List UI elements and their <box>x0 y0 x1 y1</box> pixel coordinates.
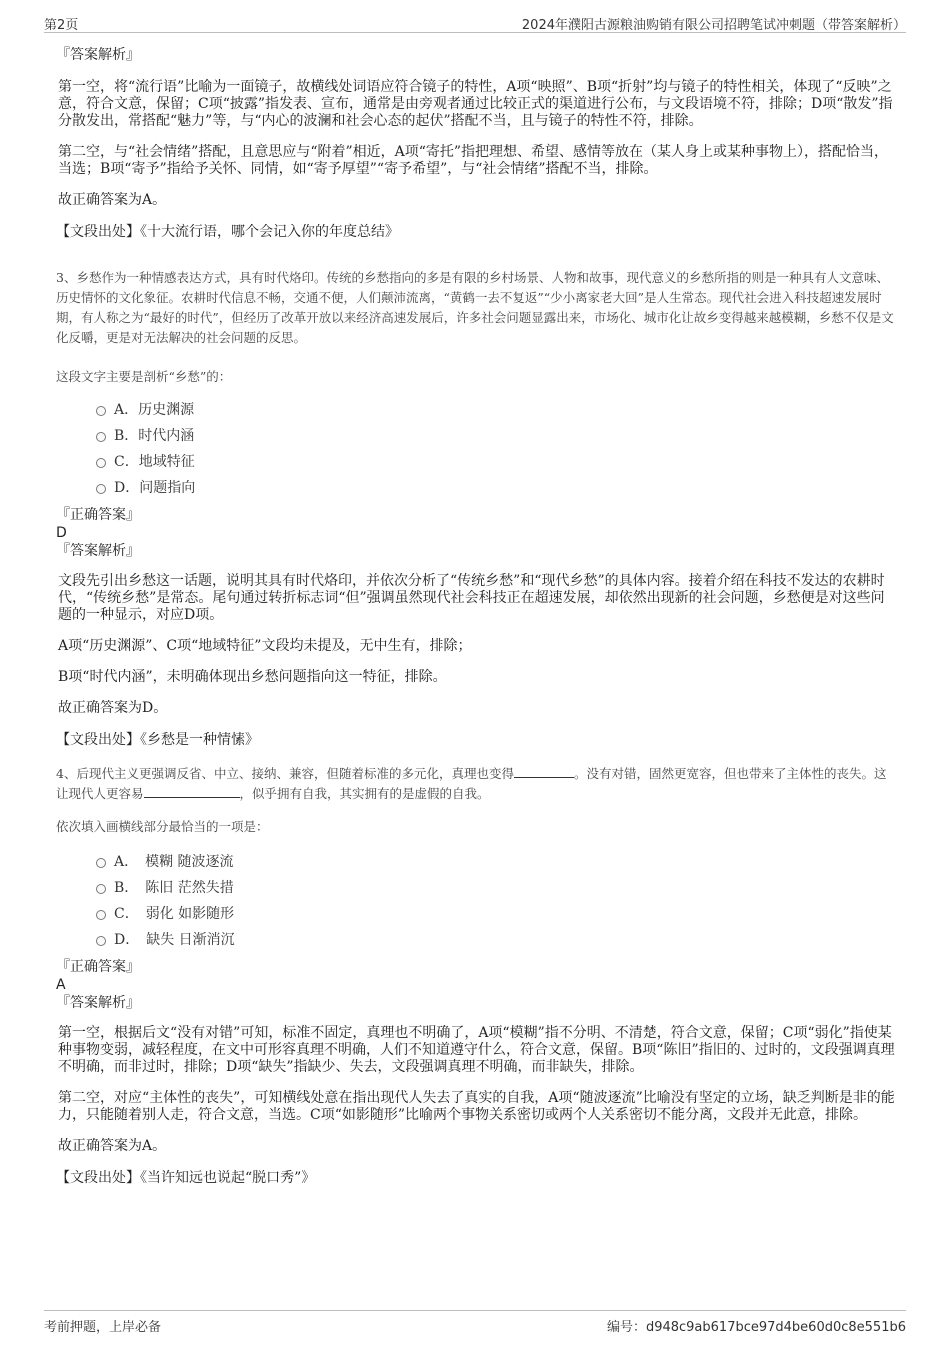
option-b[interactable] <box>96 874 896 900</box>
source-citation: 【文段出处】《十大流行语，哪个会记入你的年度总结》 <box>56 224 399 240</box>
conclusion: 故正确答案为D。 <box>58 700 168 716</box>
option-label: A．历史渊源 <box>114 402 195 418</box>
option-label: A． 模糊 随波逐流 <box>114 854 234 870</box>
option-d[interactable] <box>96 474 896 500</box>
correct-answer-label: 『正确答案』 <box>56 959 140 975</box>
option-label: D． 缺失 日渐消沉 <box>114 932 235 948</box>
radio-icon[interactable] <box>96 884 106 894</box>
analysis-paragraph: B项“时代内涵”，未明确体现出乡愁问题指向这一特征，排除。 <box>58 669 447 685</box>
question-4-part-b: 。没有对错，固然更宽容，但也带来了主体性的丧失。这让现代人更容易 <box>56 766 887 801</box>
correct-answer-label: 『正确答案』 <box>56 507 140 523</box>
page-number: 第2页 <box>44 18 79 33</box>
document-title: 2024年濮阳古源粮油购销有限公司招聘笔试冲刺题（带答案解析） <box>521 18 906 33</box>
option-label: D．问题指向 <box>114 480 196 496</box>
footer-slogan: 考前押题，上岸必备 <box>44 1320 162 1335</box>
radio-icon[interactable] <box>96 432 106 442</box>
option-c[interactable] <box>96 900 896 926</box>
fill-blank-2 <box>144 785 240 798</box>
conclusion: 故正确答案为A。 <box>58 1138 167 1154</box>
option-label: C． 弱化 如影随形 <box>114 906 235 922</box>
analysis-paragraph: A项“历史渊源”、C项“地域特征”文段均未提及，无中生有，排除； <box>58 638 472 654</box>
question-3-instruction: 这段文字主要是剖析“乡愁”的： <box>56 369 232 384</box>
source-citation: 【文段出处】《乡愁是一种情愫》 <box>56 732 259 748</box>
option-a[interactable] <box>96 848 896 874</box>
analysis-label: 『答案解析』 <box>56 995 140 1011</box>
question-3-text: 3、乡愁作为一种情感表达方式，具有时代烙印。传统的乡愁指向的多是有限的乡村场景、人物和故事，现代意义的乡愁所指的则是一种具有人文意味、历史情怀的文化象征。农耕时代信息不畅，交通不便，人们颠沛流离，“黄鹤一去不复返”“少小离家老大回”是人生常态。现代社会进入科技超速发展时期，有人称之为“最好的时代”，但经历了改革开放以来经济高速发展后，许多社会问题显露出来，市场化、城市化让故乡变得越来越模糊，乡愁不仅是文化反嚼，更是对无法解决的社会问题的反思。 <box>56 270 894 345</box>
analysis-paragraph: 第二空，与“社会情绪”搭配，且意思应与“附着”相近，A项“寄托”指把理想、希望、感情等放在（某人身上或某种事物上），搭配恰当，当选；B项“寄予”指给予关怀、同情，如“寄予厚望”“寄予希望”，与“社会情绪”搭配不当，排除。 <box>58 144 889 177</box>
option-label: B． 陈旧 茫然失措 <box>114 880 234 896</box>
analysis-label: 『答案解析』 <box>56 47 140 63</box>
question-4-options <box>96 848 896 952</box>
radio-icon[interactable] <box>96 936 106 946</box>
question-4-part-a: 4、后现代主义更强调反省、中立、接纳、兼容，但随着标准的多元化，真理也变得 <box>56 766 514 781</box>
option-a[interactable] <box>96 396 896 422</box>
correct-answer: A <box>56 977 66 993</box>
analysis-paragraph: 文段先引出乡愁这一话题，说明其具有时代烙印，并依次分析了“传统乡愁”和“现代乡愁”的具体内容。接着介绍在科技不发达的农耕时代，“传统乡愁”是常态。尾句通过转折标志词“但”强调虽然现代社会科技正在超速发展，却依然出现新的社会问题，乡愁便是对这些问题的一种显示，对应D项。 <box>58 573 885 623</box>
radio-icon[interactable] <box>96 458 106 468</box>
question-4-part-c: ，似乎拥有自我，其实拥有的是虚假的自我。 <box>239 786 490 801</box>
analysis-paragraph: 第一空，将“流行语”比喻为一面镜子，故横线处词语应符合镜子的特性，A项“映照”、B项“折射”均与镜子的特性相关，体现了“反映”之意，符合文意，保留；C项“披露”指发表、宣布，通常是由旁观者通过比较正式的渠道进行公布，与文段语境不符，排除；D项“散发”指分散发出，常搭配“魅力”等，与“内心的波澜和社会心态的起伏”搭配不当，且与镜子的特性不符，排除。 <box>58 79 893 129</box>
option-b[interactable] <box>96 422 896 448</box>
page-header <box>44 12 906 33</box>
page-footer <box>44 1310 906 1335</box>
option-label: B．时代内涵 <box>114 428 195 444</box>
question-4-text <box>56 764 896 804</box>
radio-icon[interactable] <box>96 484 106 494</box>
analysis-paragraph: 第一空，根据后文“没有对错”可知，标准不固定，真理也不明确了，A项“模糊”指不分明、不清楚，符合文意，保留；C项“弱化”指使某种事物变弱，减轻程度，在文中可形容真理不明确，人们不知道遵守什么，符合文意，保留。B项“陈旧”指旧的、过时的，文段强调真理不明确，而非过时，排除；D项“缺失”指缺少、失去，文段强调真理不明确，而非缺失，排除。 <box>58 1025 895 1075</box>
question-4-instruction: 依次填入画横线部分最恰当的一项是： <box>56 819 269 834</box>
page-content <box>56 46 896 1188</box>
source-citation: 【文段出处】《当许知远也说起“脱口秀”》 <box>56 1170 316 1186</box>
analysis-paragraph: 第二空，对应“主体性的丧失”，可知横线处意在指出现代人失去了真实的自我，A项“随波逐流”比喻没有坚定的立场，缺乏判断是非的能力，只能随着别人走，符合文意，当选。C项“如影随形”比喻两个事物关系密切或两个人关系密切不能分离，文段并无此意，排除。 <box>58 1090 895 1123</box>
analysis-label: 『答案解析』 <box>56 543 140 559</box>
conclusion: 故正确答案为A。 <box>58 192 167 208</box>
correct-answer: D <box>56 525 67 541</box>
radio-icon[interactable] <box>96 910 106 920</box>
option-d[interactable] <box>96 926 896 952</box>
radio-icon[interactable] <box>96 858 106 868</box>
radio-icon[interactable] <box>96 406 106 416</box>
option-label: C．地域特征 <box>114 454 195 470</box>
option-c[interactable] <box>96 448 896 474</box>
document-id: 编号：d948c9ab617bce97d4be60d0c8e551b6 <box>606 1320 906 1335</box>
question-3-options <box>96 396 896 500</box>
fill-blank-1 <box>514 765 574 778</box>
